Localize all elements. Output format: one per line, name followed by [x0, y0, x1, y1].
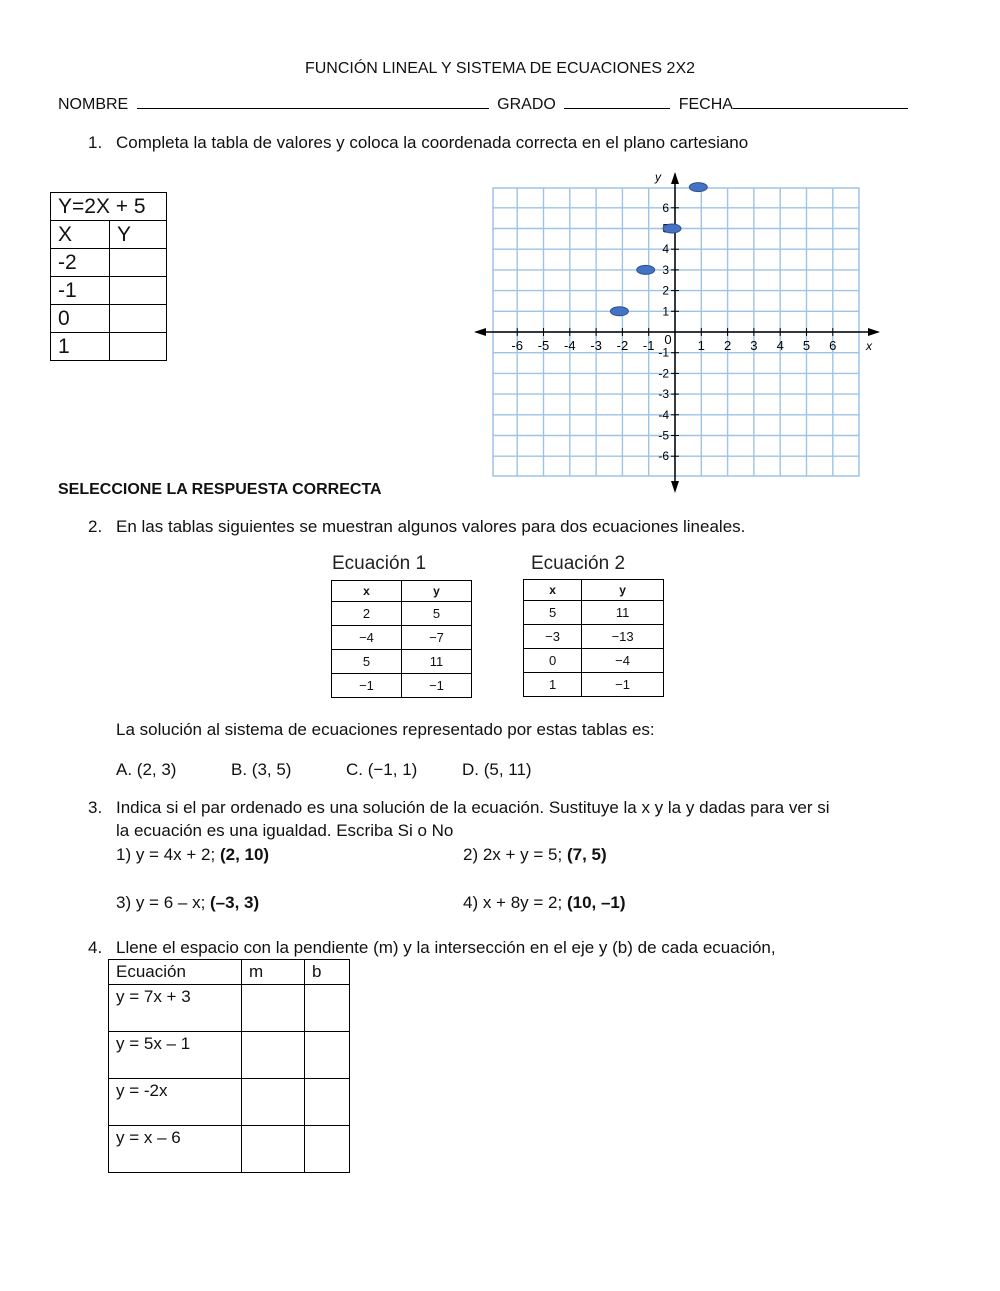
x-axis-right-arrow	[868, 328, 880, 336]
x-tick-label: -1	[642, 338, 655, 353]
x-tick-label: 6	[829, 338, 837, 353]
mb-m-cell[interactable]	[242, 1032, 305, 1079]
y-tick-label: -1	[658, 345, 669, 360]
eq2-cell: −1	[582, 673, 664, 697]
y-tick-label: -4	[658, 407, 669, 422]
values-table	[50, 192, 167, 361]
x-tick-label: -5	[537, 338, 550, 353]
x-tick-label: -4	[564, 338, 576, 353]
q3-item-3	[116, 893, 259, 913]
q3-item-2	[463, 845, 607, 865]
grado-label: GRADO	[497, 96, 556, 113]
values-table-y-header: Y	[110, 221, 167, 249]
y-tick-label: -5	[658, 428, 669, 443]
equation-1-title: Ecuación 1	[332, 553, 427, 574]
eq2-cell: 0	[524, 649, 582, 673]
question-1-text: Completa la tabla de valores y coloca la coordenada correcta en el plano cartesiano	[116, 133, 749, 152]
fecha-label: FECHA	[678, 96, 733, 113]
eq1-cell: −1	[402, 674, 472, 698]
eq1-cell: 2	[332, 602, 402, 626]
x-tick-label: 1	[697, 338, 705, 353]
question-4	[88, 938, 776, 958]
fecha-blank[interactable]	[733, 108, 908, 109]
values-table-x-cell: 1	[51, 333, 110, 361]
eq2-cell: −4	[582, 649, 664, 673]
mb-equation-cell: y = 7x + 3	[109, 985, 242, 1032]
mb-b-cell[interactable]	[305, 985, 350, 1032]
section-heading: SELECCIONE LA RESPUESTA CORRECTA	[58, 481, 382, 498]
mb-b-cell[interactable]	[305, 1126, 350, 1173]
question-1-number: 1.	[88, 133, 103, 152]
q3-item-4	[463, 893, 626, 913]
equation-2-title: Ecuación 2	[531, 553, 626, 574]
question-3-line-1: Indica si el par ordenado es una solución de la ecuación. Sustituye la x y la y dadas para ver si	[116, 798, 830, 817]
option-c[interactable]: C. (−1, 1)	[346, 760, 418, 779]
q3-item-1-pair: (2, 10)	[219, 845, 270, 864]
plotted-point	[689, 183, 707, 192]
eq1-cell: −1	[332, 674, 402, 698]
equation-2-table	[523, 579, 664, 697]
question-3-line-2: la ecuación es una igualdad. Escriba Si o No	[116, 821, 454, 840]
y-tick-label: -6	[658, 449, 669, 464]
worksheet-title: FUNCIÓN LINEAL Y SISTEMA DE ECUACIONES 2X2	[304, 60, 696, 77]
q3-item-1-equation: 1) y = 4x + 2;	[116, 845, 220, 864]
values-table-title: Y=2X + 5	[51, 193, 167, 221]
y-tick-label: 4	[662, 242, 669, 257]
x-axis-left-arrow	[474, 328, 486, 336]
values-table-y-cell[interactable]	[110, 333, 167, 361]
y-axis-down-arrow	[671, 481, 679, 493]
eq2-header-y: y	[582, 580, 664, 601]
x-tick-label: -3	[590, 338, 602, 353]
mb-m-cell[interactable]	[242, 985, 305, 1032]
x-tick-label: -6	[511, 338, 523, 353]
question-4-number: 4.	[88, 938, 103, 957]
eq2-cell: 5	[524, 601, 582, 625]
eq2-header-x: x	[524, 580, 582, 601]
x-tick-label: 2	[723, 338, 732, 353]
eq2-cell: 11	[582, 601, 664, 625]
eq1-cell: −4	[332, 626, 402, 650]
question-2-number: 2.	[88, 517, 103, 536]
x-axis-label: x	[866, 339, 872, 353]
question-2	[88, 517, 745, 537]
answer-options	[116, 760, 532, 780]
values-table-x-cell: -2	[51, 249, 110, 277]
y-axis-label: y	[655, 170, 661, 184]
y-tick-label: 3	[662, 262, 669, 277]
mb-m-cell[interactable]	[242, 1126, 305, 1173]
q3-item-1	[116, 845, 269, 865]
plotted-point	[637, 265, 655, 274]
question-2-text: En las tablas siguientes se muestran algunos valores para dos ecuaciones lineales.	[116, 517, 746, 536]
y-tick-label: 6	[662, 200, 669, 215]
eq1-header-x: x	[332, 581, 402, 602]
eq1-cell: −7	[402, 626, 472, 650]
values-table-x-header: X	[51, 221, 110, 249]
question-4-text: Llene el espacio con la pendiente (m) y la intersección en el eje y (b) de cada ecuación,	[116, 938, 776, 957]
equation-1-table	[331, 580, 472, 698]
q3-item-2-equation: 2) 2x + y = 5;	[463, 845, 567, 864]
x-tick-label: 5	[802, 338, 811, 353]
q3-item-2-pair: (7, 5)	[566, 845, 607, 864]
values-table-x-cell: 0	[51, 305, 110, 333]
eq1-header-y: y	[402, 581, 472, 602]
q3-item-3-pair: (–3, 3)	[210, 893, 260, 912]
values-table-y-cell[interactable]	[110, 277, 167, 305]
q3-item-4-equation: 4) x + 8y = 2;	[463, 893, 567, 912]
values-table-y-cell[interactable]	[110, 305, 167, 333]
values-table-x-cell: -1	[51, 277, 110, 305]
mb-equation-cell: y = x – 6	[109, 1126, 242, 1173]
eq1-cell: 5	[402, 602, 472, 626]
mb-equation-cell: y = 5x – 1	[109, 1032, 242, 1079]
eq2-cell: −13	[582, 625, 664, 649]
values-table-y-cell[interactable]	[110, 249, 167, 277]
eq2-cell: 1	[524, 673, 582, 697]
x-tick-label: 0	[664, 332, 672, 347]
mb-header-b: b	[305, 960, 350, 985]
option-d[interactable]: D. (5, 11)	[462, 760, 532, 779]
nombre-label: NOMBRE	[58, 96, 129, 113]
question-2-prompt: La solución al sistema de ecuaciones representado por estas tablas es:	[116, 720, 655, 739]
question-1	[88, 133, 748, 153]
nombre-blank[interactable]	[137, 108, 489, 109]
grado-blank[interactable]	[564, 108, 670, 109]
x-tick-label: 3	[750, 338, 758, 353]
question-3-number: 3.	[88, 798, 103, 817]
y-axis-up-arrow	[671, 172, 679, 184]
question-3	[88, 798, 829, 818]
mb-equation-cell: y = -2x	[109, 1079, 242, 1126]
eq1-cell: 11	[402, 650, 472, 674]
y-tick-label: -2	[658, 366, 669, 381]
slope-intercept-table	[108, 959, 350, 1173]
student-info-line	[58, 96, 908, 114]
plotted-point	[663, 224, 681, 233]
y-tick-label: 2	[662, 283, 669, 298]
y-tick-label: 1	[662, 304, 669, 319]
x-tick-label: -2	[616, 338, 629, 353]
eq2-cell: −3	[524, 625, 582, 649]
cartesian-plane[interactable]	[470, 165, 890, 500]
mb-b-cell[interactable]	[305, 1032, 350, 1079]
option-b[interactable]: B. (3, 5)	[231, 760, 292, 779]
mb-header-equation: Ecuación	[109, 960, 242, 985]
mb-header-m: m	[242, 960, 305, 985]
y-tick-label: -3	[658, 387, 669, 402]
option-a[interactable]: A. (2, 3)	[116, 760, 177, 779]
q3-item-3-equation: 3) y = 6 – x;	[116, 893, 211, 912]
x-tick-label: 4	[776, 338, 784, 353]
eq1-cell: 5	[332, 650, 402, 674]
plotted-point	[610, 307, 628, 316]
mb-m-cell[interactable]	[242, 1079, 305, 1126]
mb-b-cell[interactable]	[305, 1079, 350, 1126]
q3-item-4-pair: (10, –1)	[566, 893, 626, 912]
